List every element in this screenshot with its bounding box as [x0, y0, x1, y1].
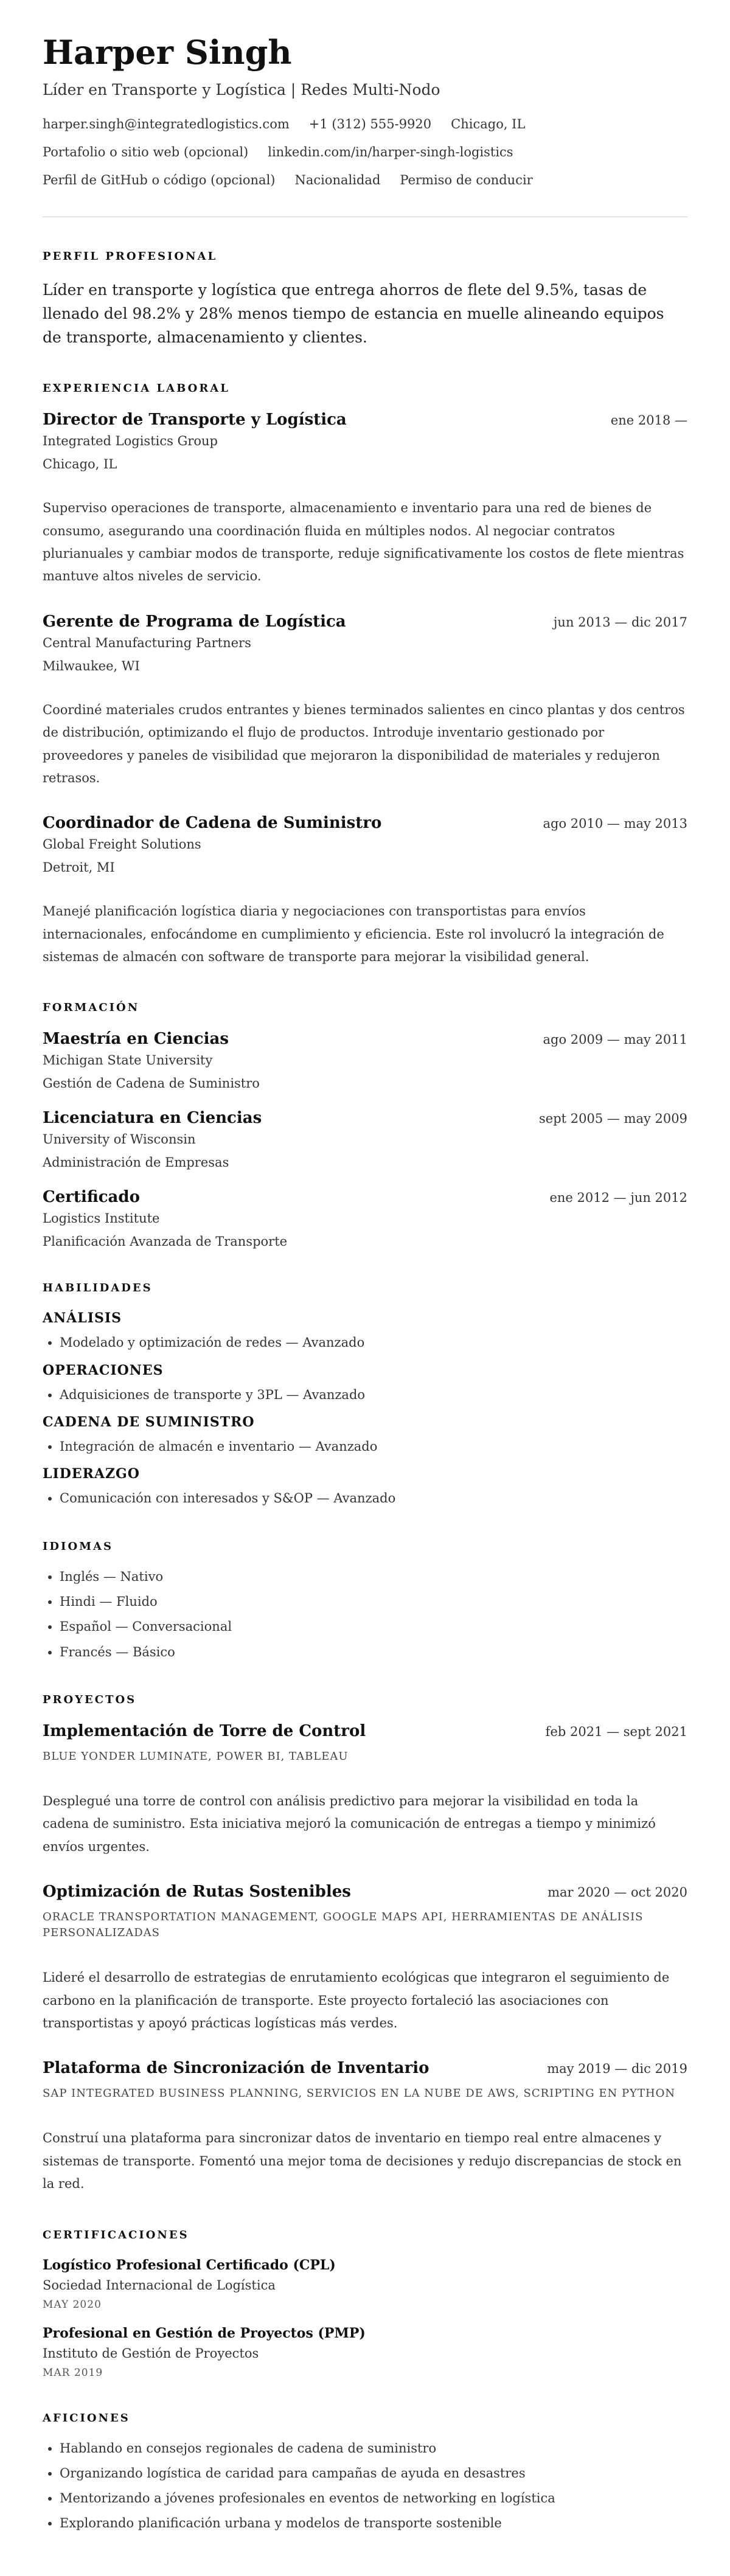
project-description: Desplegué una torre de control con análisis predictivo para mejorar la visibilidad en toda la cadena de suministro. Esta iniciativa mejoró la comunicación de entregas a tiempo y minimizó envíos urgentes. [43, 1793, 656, 1854]
project-name: Implementación de Torre de Control [43, 1721, 366, 1740]
job-location: Detroit, MI [43, 860, 115, 875]
job-dates: ago 2010 — may 2013 [543, 816, 687, 831]
candidate-headline: Líder en Transporte y Logística | Redes Multi-Nodo [43, 81, 440, 99]
contact-row-extra [43, 173, 687, 187]
certification-issuer: Instituto de Gestión de Proyectos [43, 2345, 259, 2361]
certification-name: Logístico Profesional Certificado (CPL) [43, 2257, 336, 2273]
contact-license: Permiso de conducir [400, 173, 533, 188]
skill-item: • Adquisiciones de transporte y 3PL — Avanzado [60, 1387, 687, 1403]
skills-section [43, 1282, 687, 1507]
school-name: Michigan State University [43, 1053, 213, 1068]
experience-section [43, 382, 687, 968]
hobby-item: • Organizando logística de caridad para campañas de ayuda en desastres [60, 2465, 687, 2482]
language-item: • Francés — Básico [60, 1644, 687, 1661]
education-entry [43, 1030, 687, 1091]
resume-header [43, 33, 687, 187]
skill-category: ANÁLISIS [43, 1310, 122, 1327]
skills-section-title: HABILIDADES [43, 1282, 153, 1295]
degree-title: Maestría en Ciencias [43, 1030, 229, 1049]
education-section-title: FORMACIÓN [43, 1001, 140, 1015]
hobby-item: • Explorando planificación urbana y modelos de transporte sostenible [60, 2515, 687, 2532]
language-item: • Hindi — Fluido [60, 1594, 687, 1610]
skill-list [43, 1490, 687, 1507]
certifications-section-title: CERTIFICACIONES [43, 2228, 189, 2241]
degree-dates: ago 2009 — may 2011 [543, 1032, 687, 1047]
project-dates: feb 2021 — sept 2021 [545, 1724, 687, 1739]
certification-entry [43, 2325, 687, 2379]
project-entry [43, 2059, 687, 2195]
project-description: Lideré el desarrollo de estrategias de enrutamiento ecológicas que integraron el seguimiento de carbono en la planificación de transporte. Este proyecto fortaleció las asociaciones con transportistas y apoyó prácticas logísticas más verdes. [43, 1970, 670, 2030]
certification-date: MAR 2019 [43, 2366, 103, 2379]
language-item: • Inglés — Nativo [60, 1569, 687, 1585]
experience-section-title: EXPERIENCIA LABORAL [43, 382, 230, 395]
skill-list [43, 1335, 687, 1351]
contact-email[interactable]: harper.singh@integratedlogistics.com [43, 117, 290, 132]
education-entry [43, 1188, 687, 1249]
education-section [43, 1001, 687, 1249]
degree-dates: ene 2012 — jun 2012 [549, 1190, 687, 1206]
language-item: • Español — Conversacional [60, 1619, 687, 1635]
experience-entry [43, 411, 687, 588]
project-name: Plataforma de Sincronización de Inventario [43, 2059, 429, 2078]
candidate-name: Harper Singh [43, 33, 292, 72]
project-dates: mar 2020 — oct 2020 [548, 1885, 687, 1900]
contact-row-links [43, 145, 687, 159]
degree-dates: sept 2005 — may 2009 [539, 1111, 687, 1127]
school-name: Logistics Institute [43, 1211, 160, 1226]
languages-section-title: IDIOMAS [43, 1540, 114, 1553]
job-title: Coordinador de Cadena de Suministro [43, 814, 382, 833]
experience-entry [43, 613, 687, 790]
languages-section [43, 1540, 687, 1661]
hobbies-section-title: AFICIONES [43, 2411, 130, 2425]
job-company: Central Manufacturing Partners [43, 635, 251, 650]
project-entry-head [43, 2059, 687, 2077]
skill-item: • Comunicación con interesados y S&OP — Avanzado [60, 1490, 687, 1507]
certification-entry [43, 2257, 687, 2311]
contact-location: Chicago, IL [451, 117, 526, 132]
study-field: Administración de Empresas [43, 1155, 229, 1170]
job-dates: ene 2018 — [610, 413, 687, 428]
skill-list [43, 1387, 687, 1403]
school-name: University of Wisconsin [43, 1132, 196, 1147]
job-company: Global Freight Solutions [43, 837, 201, 852]
contact-row-primary [43, 117, 687, 131]
job-dates: jun 2013 — dic 2017 [553, 614, 687, 630]
job-description: Superviso operaciones de transporte, almacenamiento e inventario para una red de bienes de consumo, asegurando una coordinación fluida en múltiples nodos. Al negociar contratos plurianuales y cambiar modos de transporte, reduje significativamente los costos de flete mientras mantuve altos niveles de servicio. [43, 501, 684, 584]
project-tools: SAP INTEGRATED BUSINESS PLANNING, SERVICIOS EN LA NUBE DE AWS, SCRIPTING EN PYTHON [43, 2087, 676, 2100]
education-entry-head [43, 1109, 687, 1127]
skill-item: • Modelado y optimización de redes — Avanzado [60, 1335, 687, 1351]
job-location: Milwaukee, WI [43, 658, 140, 673]
certifications-section [43, 2229, 687, 2379]
hobby-list [43, 2440, 687, 2532]
project-dates: may 2019 — dic 2019 [547, 2061, 687, 2077]
hobbies-section [43, 2412, 687, 2532]
experience-entry-head [43, 613, 687, 631]
skill-item: • Integración de almacén e inventario — Avanzado [60, 1439, 687, 1455]
job-company: Integrated Logistics Group [43, 434, 218, 449]
education-entry [43, 1109, 687, 1170]
job-description: Manejé planificación logística diaria y negociaciones con transportistas para envíos internacionales, enfocándome en cumplimiento y eficiencia. Este rol involucró la integración de sistemas de almacén con software de transporte para mejorar la visibilidad general. [43, 904, 664, 965]
education-entry-head [43, 1030, 687, 1048]
job-title: Director de Transporte y Logística [43, 411, 347, 429]
project-entry-head [43, 1722, 687, 1740]
projects-section [43, 1693, 687, 2196]
project-tools: BLUE YONDER LUMINATE, POWER BI, TABLEAU [43, 1749, 349, 1763]
hobby-item: • Mentorizando a jóvenes profesionales en eventos de networking en logística [60, 2490, 687, 2507]
project-tools: ORACLE TRANSPORTATION MANAGEMENT, GOOGLE MAPS API, HERRAMIENTAS DE ANÁLISIS PERSONALIZADAS [43, 1911, 644, 1940]
certification-name: Profesional en Gestión de Proyectos (PMP) [43, 2325, 366, 2341]
experience-entry-head [43, 814, 687, 832]
degree-title: Licenciatura en Ciencias [43, 1109, 262, 1128]
contact-linkedin[interactable]: linkedin.com/in/harper-singh-logistics [268, 145, 513, 160]
contact-portfolio[interactable]: Portafolio o sitio web (opcional) [43, 145, 249, 160]
education-entry-head [43, 1188, 687, 1206]
degree-title: Certificado [43, 1188, 140, 1207]
skill-category: OPERACIONES [43, 1362, 164, 1378]
contact-phone[interactable]: +1 (312) 555-9920 [308, 117, 432, 132]
study-field: Planificación Avanzada de Transporte [43, 1234, 288, 1249]
profile-summary: Líder en transporte y logística que entrega ahorros de flete del 9.5%, tasas de llenado del 98.2% y 28% menos tiempo de estancia en muelle alineando equipos de transporte, almacenamiento y clientes. [43, 281, 664, 346]
project-name: Optimización de Rutas Sostenibles [43, 1883, 351, 1901]
experience-entry-head [43, 411, 687, 429]
skill-category: CADENA DE SUMINISTRO [43, 1414, 255, 1431]
project-description: Construí una plataforma para sincronizar datos de inventario en tiempo real entre almacenes y sistemas de transporte. Fomentó una mejor toma de decisiones y redujo discrepancias de stock en la red. [43, 2131, 682, 2192]
contact-github[interactable]: Perfil de GitHub o código (opcional) [43, 173, 276, 188]
job-location: Chicago, IL [43, 457, 117, 472]
study-field: Gestión de Cadena de Suministro [43, 1076, 260, 1091]
skill-category: LIDERAZGO [43, 1466, 140, 1482]
job-title: Gerente de Programa de Logística [43, 612, 346, 631]
hobby-item: • Hablando en consejos regionales de cadena de suministro [60, 2440, 687, 2457]
certification-date: MAY 2020 [43, 2298, 102, 2311]
project-entry-head [43, 1883, 687, 1901]
contact-nationality: Nacionalidad [294, 173, 381, 188]
project-entry [43, 1722, 687, 1858]
experience-entry [43, 814, 687, 968]
language-list [43, 1569, 687, 1661]
job-description: Coordiné materiales crudos entrantes y bienes terminados salientes en cinco plantas y dos centros de distribución, optimizando el flujo de productos. Introduje inventario gestionado por proveedores y paneles de visibilidad que mejoraron la disponibilidad de materiales y redujeron retrasos. [43, 702, 685, 785]
profile-section-title: PERFIL PROFESIONAL [43, 250, 218, 263]
project-entry [43, 1883, 687, 2035]
projects-section-title: PROYECTOS [43, 1693, 137, 1706]
profile-section [43, 250, 687, 349]
skill-list [43, 1439, 687, 1455]
certification-issuer: Sociedad Internacional de Logística [43, 2277, 276, 2293]
